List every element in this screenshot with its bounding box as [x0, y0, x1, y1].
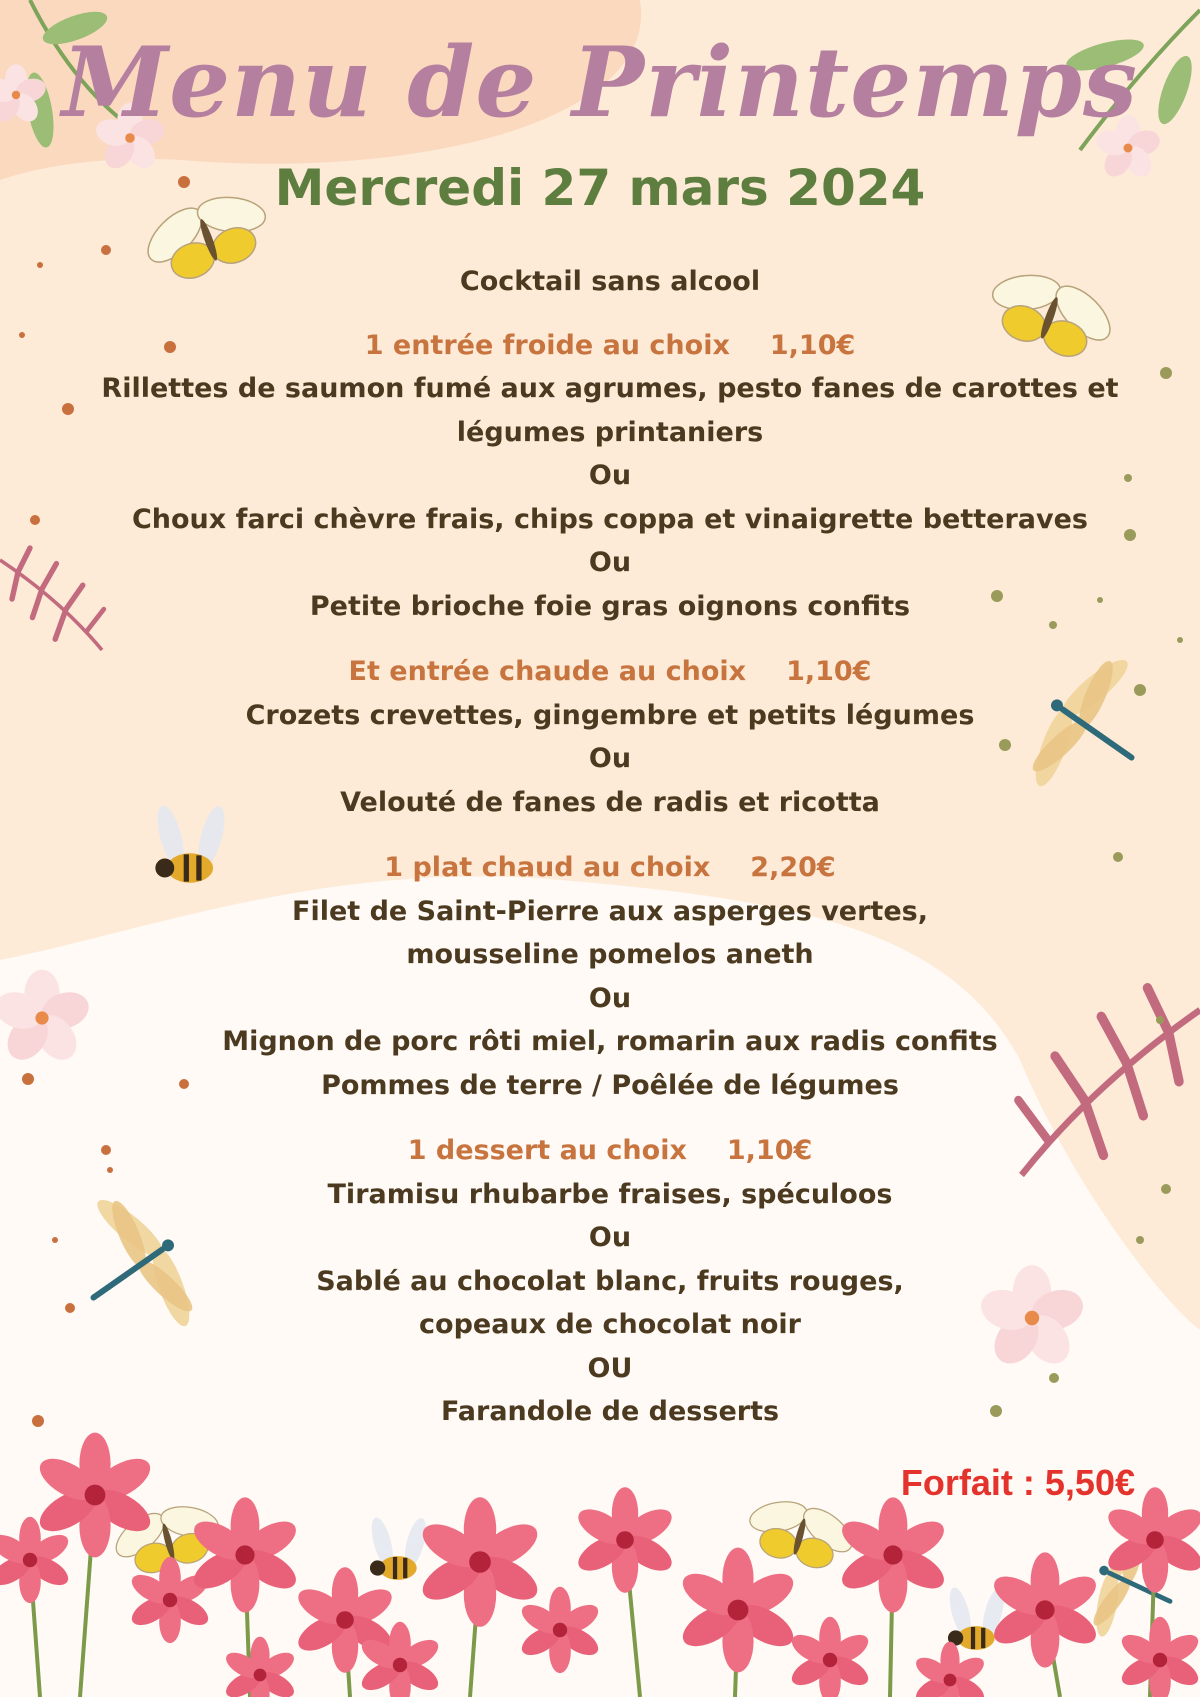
section-heading-main-course: [0, 846, 1200, 890]
menu-line: mousseline pomelos aneth: [406, 939, 814, 970]
section-heading-dessert: [0, 1129, 1200, 1173]
menu-line: Choux farci chèvre frais, chips coppa et vinaigrette betteraves: [131, 503, 1089, 535]
menu-line: Mignon de porc rôti miel, romarin aux radis confits: [222, 1026, 998, 1057]
menu-line: Farandole de desserts: [440, 1396, 780, 1427]
section-title: Et entrée chaude au choix: [348, 656, 747, 687]
section-title: 1 plat chaud au choix: [384, 852, 711, 883]
menu-line: Ou: [588, 1222, 632, 1253]
menu-line: Ou: [588, 743, 632, 774]
section-price: 1,10€: [769, 329, 856, 361]
menu-line: Pommes de terre / Poêlée de légumes: [321, 1069, 899, 1101]
menu-title: Menu de Printemps: [61, 26, 1139, 139]
menu-line: Rillettes de saumon fumé aux agrumes, pesto fanes de carottes et: [101, 373, 1119, 404]
menu-line: Sablé au chocolat blanc, fruits rouges,: [316, 1265, 904, 1297]
section-title: 1 dessert au choix: [407, 1135, 687, 1166]
menu-line: Velouté de fanes de radis et ricotta: [340, 786, 880, 818]
section-heading-cold-starter: [0, 324, 1200, 368]
section-price: 1,10€: [726, 1135, 813, 1166]
menu-line: copeaux de chocolat noir: [419, 1309, 801, 1340]
menu-content: [0, 260, 1200, 1434]
menu-line: Petite brioche foie gras oignons confits: [309, 590, 911, 622]
menu-line: Crozets crevettes, gingembre et petits légumes: [245, 699, 975, 731]
section-price: 1,10€: [786, 656, 872, 687]
menu-line: OU: [587, 1352, 633, 1384]
menu-line: Ou: [588, 460, 632, 491]
section-price: 2,20€: [750, 852, 836, 883]
menu-line: Ou: [588, 982, 632, 1014]
cocktail-line: Cocktail sans alcool: [459, 266, 761, 297]
section-title: 1 entrée froide au choix: [364, 329, 730, 361]
menu-line: Ou: [588, 547, 632, 578]
forfait-price: Forfait : 5,50€: [900, 1462, 1135, 1503]
menu-line: Tiramisu rhubarbe fraises, spéculoos: [327, 1178, 893, 1210]
menu-line: Filet de Saint-Pierre aux asperges vertes,: [292, 895, 928, 927]
menu-date: Mercredi 27 mars 2024: [274, 159, 926, 217]
section-heading-hot-starter: [0, 650, 1200, 694]
menu-line: légumes printaniers: [456, 416, 764, 448]
